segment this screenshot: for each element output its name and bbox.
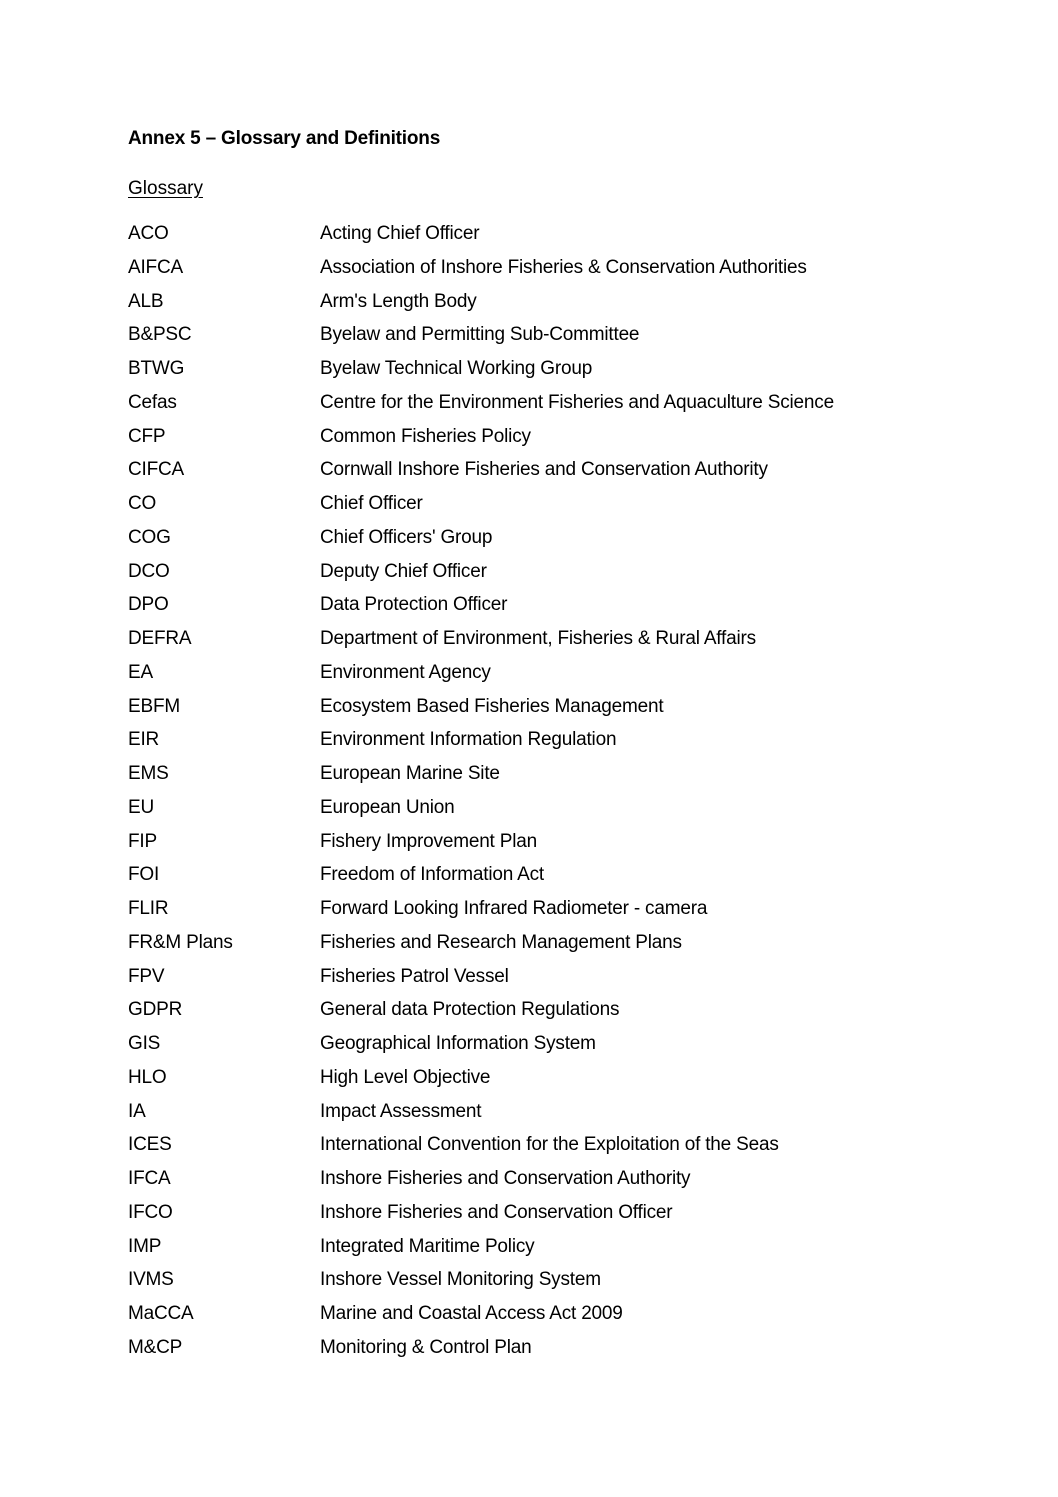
glossary-row bbox=[128, 831, 928, 865]
glossary-term: ACO bbox=[128, 223, 169, 244]
glossary-definition: Chief Officers' Group bbox=[320, 526, 493, 548]
glossary-row bbox=[128, 932, 928, 966]
glossary-term: IVMS bbox=[128, 1269, 174, 1291]
glossary-row bbox=[128, 291, 928, 325]
glossary-row bbox=[128, 729, 928, 763]
glossary-term: IFCO bbox=[128, 1201, 173, 1223]
glossary-definition: Common Fisheries Policy bbox=[320, 425, 531, 447]
glossary-term: EBFM bbox=[128, 695, 180, 717]
glossary-term: MaCCA bbox=[128, 1303, 194, 1324]
glossary-term: HLO bbox=[128, 1066, 167, 1088]
glossary-row bbox=[128, 662, 928, 696]
glossary-term: AIFCA bbox=[128, 256, 183, 278]
glossary-definition: Data Protection Officer bbox=[320, 594, 508, 616]
glossary-term: ALB bbox=[128, 290, 164, 312]
glossary-term: EU bbox=[128, 796, 154, 818]
glossary-row bbox=[128, 864, 928, 898]
glossary-term: GIS bbox=[128, 1033, 161, 1054]
glossary-row bbox=[128, 1067, 928, 1101]
glossary-term: FLIR bbox=[128, 898, 169, 919]
glossary-definition: Deputy Chief Officer bbox=[320, 560, 487, 582]
glossary-term: FOI bbox=[128, 864, 160, 886]
glossary-term: CFP bbox=[128, 425, 166, 447]
glossary-row bbox=[128, 1101, 928, 1135]
glossary-definition: Inshore Fisheries and Conservation Officer bbox=[320, 1201, 673, 1223]
glossary-definition: High Level Objective bbox=[320, 1066, 491, 1088]
glossary-term: FIP bbox=[128, 830, 157, 852]
glossary-list bbox=[128, 223, 928, 1371]
glossary-definition: Impact Assessment bbox=[320, 1100, 482, 1122]
glossary-definition: Department of Environment, Fisheries & Rural Affairs bbox=[320, 628, 756, 649]
glossary-term: DEFRA bbox=[128, 628, 192, 649]
glossary-definition: Inshore Vessel Monitoring System bbox=[320, 1269, 601, 1291]
glossary-row bbox=[128, 561, 928, 595]
glossary-term: CIFCA bbox=[128, 459, 185, 481]
glossary-term: B&PSC bbox=[128, 324, 192, 346]
glossary-row bbox=[128, 763, 928, 797]
glossary-term: FPV bbox=[128, 965, 165, 987]
glossary-row bbox=[128, 1202, 928, 1236]
glossary-row bbox=[128, 358, 928, 392]
glossary-term: EIR bbox=[128, 729, 160, 751]
glossary-row bbox=[128, 527, 928, 561]
glossary-row bbox=[128, 594, 928, 628]
glossary-term: COG bbox=[128, 526, 171, 548]
glossary-row bbox=[128, 1168, 928, 1202]
glossary-definition: Fishery Improvement Plan bbox=[320, 830, 537, 852]
page-title: Annex 5 – Glossary and Definitions bbox=[128, 128, 441, 149]
glossary-row bbox=[128, 696, 928, 730]
glossary-term: IA bbox=[128, 1100, 146, 1122]
glossary-definition: General data Protection Regulations bbox=[320, 999, 620, 1021]
glossary-row bbox=[128, 1303, 928, 1337]
glossary-row bbox=[128, 392, 928, 426]
glossary-term: Cefas bbox=[128, 391, 177, 413]
glossary-definition: Integrated Maritime Policy bbox=[320, 1235, 535, 1257]
glossary-term: DPO bbox=[128, 594, 169, 616]
glossary-row bbox=[128, 223, 928, 257]
glossary-term: DCO bbox=[128, 560, 170, 582]
glossary-definition: Acting Chief Officer bbox=[320, 223, 480, 244]
glossary-row bbox=[128, 628, 928, 662]
glossary-definition: Fisheries Patrol Vessel bbox=[320, 965, 509, 987]
glossary-row bbox=[128, 1236, 928, 1270]
glossary-term: GDPR bbox=[128, 999, 183, 1021]
glossary-row bbox=[128, 493, 928, 527]
glossary-term: IFCA bbox=[128, 1168, 171, 1189]
glossary-row bbox=[128, 324, 928, 358]
glossary-definition: Byelaw Technical Working Group bbox=[320, 358, 593, 379]
glossary-term: FR&M Plans bbox=[128, 931, 233, 953]
glossary-definition: Monitoring & Control Plan bbox=[320, 1336, 532, 1358]
glossary-row bbox=[128, 797, 928, 831]
glossary-definition: European Union bbox=[320, 796, 455, 818]
glossary-definition: Fisheries and Research Management Plans bbox=[320, 931, 682, 953]
glossary-definition: Inshore Fisheries and Conservation Authority bbox=[320, 1168, 691, 1189]
glossary-term: M&CP bbox=[128, 1336, 183, 1358]
glossary-row bbox=[128, 459, 928, 493]
glossary-definition: Byelaw and Permitting Sub-Committee bbox=[320, 324, 640, 346]
glossary-row bbox=[128, 1337, 928, 1371]
glossary-definition: Environment Information Regulation bbox=[320, 729, 617, 751]
glossary-definition: Arm's Length Body bbox=[320, 290, 477, 312]
glossary-term: BTWG bbox=[128, 358, 185, 379]
glossary-row bbox=[128, 257, 928, 291]
glossary-definition: Forward Looking Infrared Radiometer - camera bbox=[320, 898, 708, 919]
glossary-definition: European Marine Site bbox=[320, 763, 500, 784]
glossary-definition: International Convention for the Exploitation of the Seas bbox=[320, 1134, 779, 1156]
glossary-row bbox=[128, 1269, 928, 1303]
glossary-row bbox=[128, 999, 928, 1033]
glossary-row bbox=[128, 426, 928, 460]
glossary-definition: Centre for the Environment Fisheries and Aquaculture Science bbox=[320, 391, 834, 413]
glossary-row bbox=[128, 898, 928, 932]
glossary-term: ICES bbox=[128, 1134, 172, 1156]
glossary-definition: Cornwall Inshore Fisheries and Conservation Authority bbox=[320, 459, 768, 481]
glossary-term: IMP bbox=[128, 1235, 162, 1257]
glossary-definition: Freedom of Information Act bbox=[320, 864, 544, 886]
glossary-row bbox=[128, 966, 928, 1000]
glossary-definition: Association of Inshore Fisheries & Conservation Authorities bbox=[320, 256, 807, 278]
section-heading: Glossary bbox=[128, 178, 203, 199]
glossary-row bbox=[128, 1134, 928, 1168]
glossary-term: CO bbox=[128, 493, 157, 514]
glossary-definition: Chief Officer bbox=[320, 493, 423, 514]
glossary-term: EA bbox=[128, 661, 153, 683]
glossary-term: EMS bbox=[128, 763, 169, 784]
glossary-definition: Geographical Information System bbox=[320, 1033, 596, 1054]
glossary-definition: Marine and Coastal Access Act 2009 bbox=[320, 1303, 623, 1324]
glossary-row bbox=[128, 1033, 928, 1067]
glossary-definition: Ecosystem Based Fisheries Management bbox=[320, 695, 664, 717]
glossary-definition: Environment Agency bbox=[320, 661, 491, 683]
